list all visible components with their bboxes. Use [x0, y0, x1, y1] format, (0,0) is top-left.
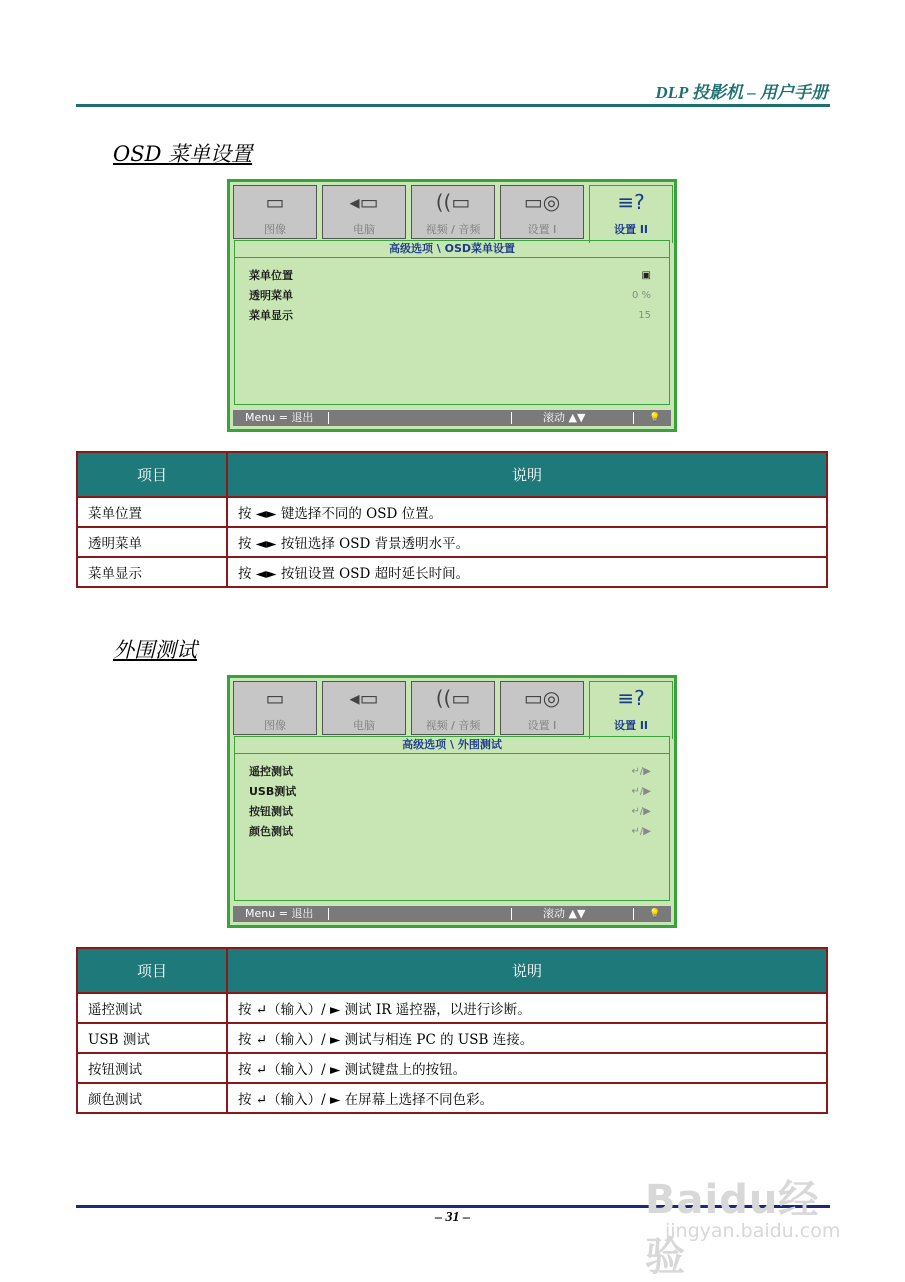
- scroll-hint: 滚动 ▲▼: [543, 907, 586, 920]
- lightbulb-icon: 💡: [649, 413, 661, 423]
- breadcrumb: 高级选项 \ 外围测试: [235, 737, 669, 754]
- monitor-icon: ▭: [265, 686, 285, 710]
- menu-exit-hint: Menu = 退出: [245, 907, 314, 920]
- enter-icon: ↵/▶: [631, 806, 651, 817]
- menu-exit-hint: Menu = 退出: [245, 411, 314, 424]
- tab-image[interactable]: ▭ 图像: [233, 185, 317, 239]
- enter-icon: ↵/▶: [631, 766, 651, 777]
- page-number: – 31 –: [435, 1210, 470, 1225]
- menu-item-menu-display[interactable]: 菜单显示 15: [249, 309, 651, 322]
- computer-icon: ◂▭: [349, 190, 379, 214]
- video-audio-icon: ((▭: [435, 190, 471, 214]
- tab-settings-2[interactable]: ≡? 设置 II: [589, 185, 673, 243]
- osd-content: [234, 736, 670, 901]
- tab-video-audio[interactable]: ((▭ 视频 / 音频: [411, 681, 495, 735]
- table-row: 颜色测试 按 ↵（输入）/ ► 在屏幕上选择不同色彩。: [77, 1083, 827, 1113]
- header-title: DLP 投影机 – 用户手册: [655, 83, 828, 102]
- watermark-brand: Baidu经验: [645, 1177, 820, 1280]
- table-header-desc: 说明: [227, 948, 827, 993]
- tab-settings-1[interactable]: ▭◎ 设置 I: [500, 185, 584, 239]
- projector-icon: ▭◎: [523, 190, 561, 214]
- table-header-item: 项目: [77, 948, 227, 993]
- peripheral-test-table: [76, 947, 828, 1114]
- video-audio-icon: ((▭: [435, 686, 471, 710]
- tab-video-audio[interactable]: ((▭ 视频 / 音频: [411, 185, 495, 239]
- tab-computer[interactable]: ◂▭ 电脑: [322, 185, 406, 239]
- osd-footer: [233, 410, 671, 426]
- menu-item-transparency[interactable]: 透明菜单 0 %: [249, 289, 651, 302]
- osd-menu-panel-osd-settings: [227, 179, 677, 432]
- menu-item-remote-test[interactable]: 遥控测试 ↵/▶: [249, 762, 651, 782]
- osd-menu-panel-peripheral-test: [227, 675, 677, 928]
- projector-icon: ▭◎: [523, 686, 561, 710]
- monitor-icon: ▭: [265, 190, 285, 214]
- section-title-osd: OSD 菜单设置: [113, 142, 253, 166]
- table-row: 菜单显示 按 ◄► 按钮设置 OSD 超时延长时间。: [77, 557, 827, 587]
- computer-icon: ◂▭: [349, 686, 379, 710]
- watermark-url: jingyan.baidu.com: [665, 1220, 841, 1242]
- table-header-item: 项目: [77, 452, 227, 497]
- tab-settings-2[interactable]: ≡? 设置 II: [589, 681, 673, 739]
- tab-settings-1[interactable]: ▭◎ 设置 I: [500, 681, 584, 735]
- table-header-desc: 说明: [227, 452, 827, 497]
- osd-tabs: [233, 681, 673, 737]
- enter-icon: ↵/▶: [631, 826, 651, 837]
- position-icon: ▣: [641, 270, 651, 281]
- menu-item-menu-position[interactable]: 菜单位置 ▣: [249, 266, 651, 286]
- tab-image[interactable]: ▭ 图像: [233, 681, 317, 735]
- osd-footer: [233, 906, 671, 922]
- osd-content: [234, 240, 670, 405]
- table-row: 透明菜单 按 ◄► 按钮选择 OSD 背景透明水平。: [77, 527, 827, 557]
- table-row: USB 测试 按 ↵（输入）/ ► 测试与相连 PC 的 USB 连接。: [77, 1023, 827, 1053]
- table-row: 菜单位置 按 ◄► 键选择不同的 OSD 位置。: [77, 497, 827, 527]
- section-title-peripheral: 外围测试: [113, 638, 197, 662]
- osd-tabs: [233, 185, 673, 241]
- baidu-watermark: [645, 1140, 845, 1280]
- tab-computer[interactable]: ◂▭ 电脑: [322, 681, 406, 735]
- settings-advanced-icon: ≡?: [617, 190, 645, 214]
- menu-item-button-test[interactable]: 按钮测试 ↵/▶: [249, 802, 651, 822]
- menu-item-color-test[interactable]: 颜色测试 ↵/▶: [249, 822, 651, 842]
- enter-icon: ↵/▶: [631, 786, 651, 797]
- breadcrumb: 高级选项 \ OSD菜单设置: [235, 241, 669, 258]
- osd-settings-table: [76, 451, 828, 588]
- settings-advanced-icon: ≡?: [617, 686, 645, 710]
- scroll-hint: 滚动 ▲▼: [543, 411, 586, 424]
- table-row: 遥控测试 按 ↵（输入）/ ► 测试 IR 遥控器，以进行诊断。: [77, 993, 827, 1023]
- header-rule: [76, 104, 830, 107]
- table-row: 按钮测试 按 ↵（输入）/ ► 测试键盘上的按钮。: [77, 1053, 827, 1083]
- lightbulb-icon: 💡: [649, 909, 661, 919]
- menu-item-usb-test[interactable]: USB测试 ↵/▶: [249, 782, 651, 802]
